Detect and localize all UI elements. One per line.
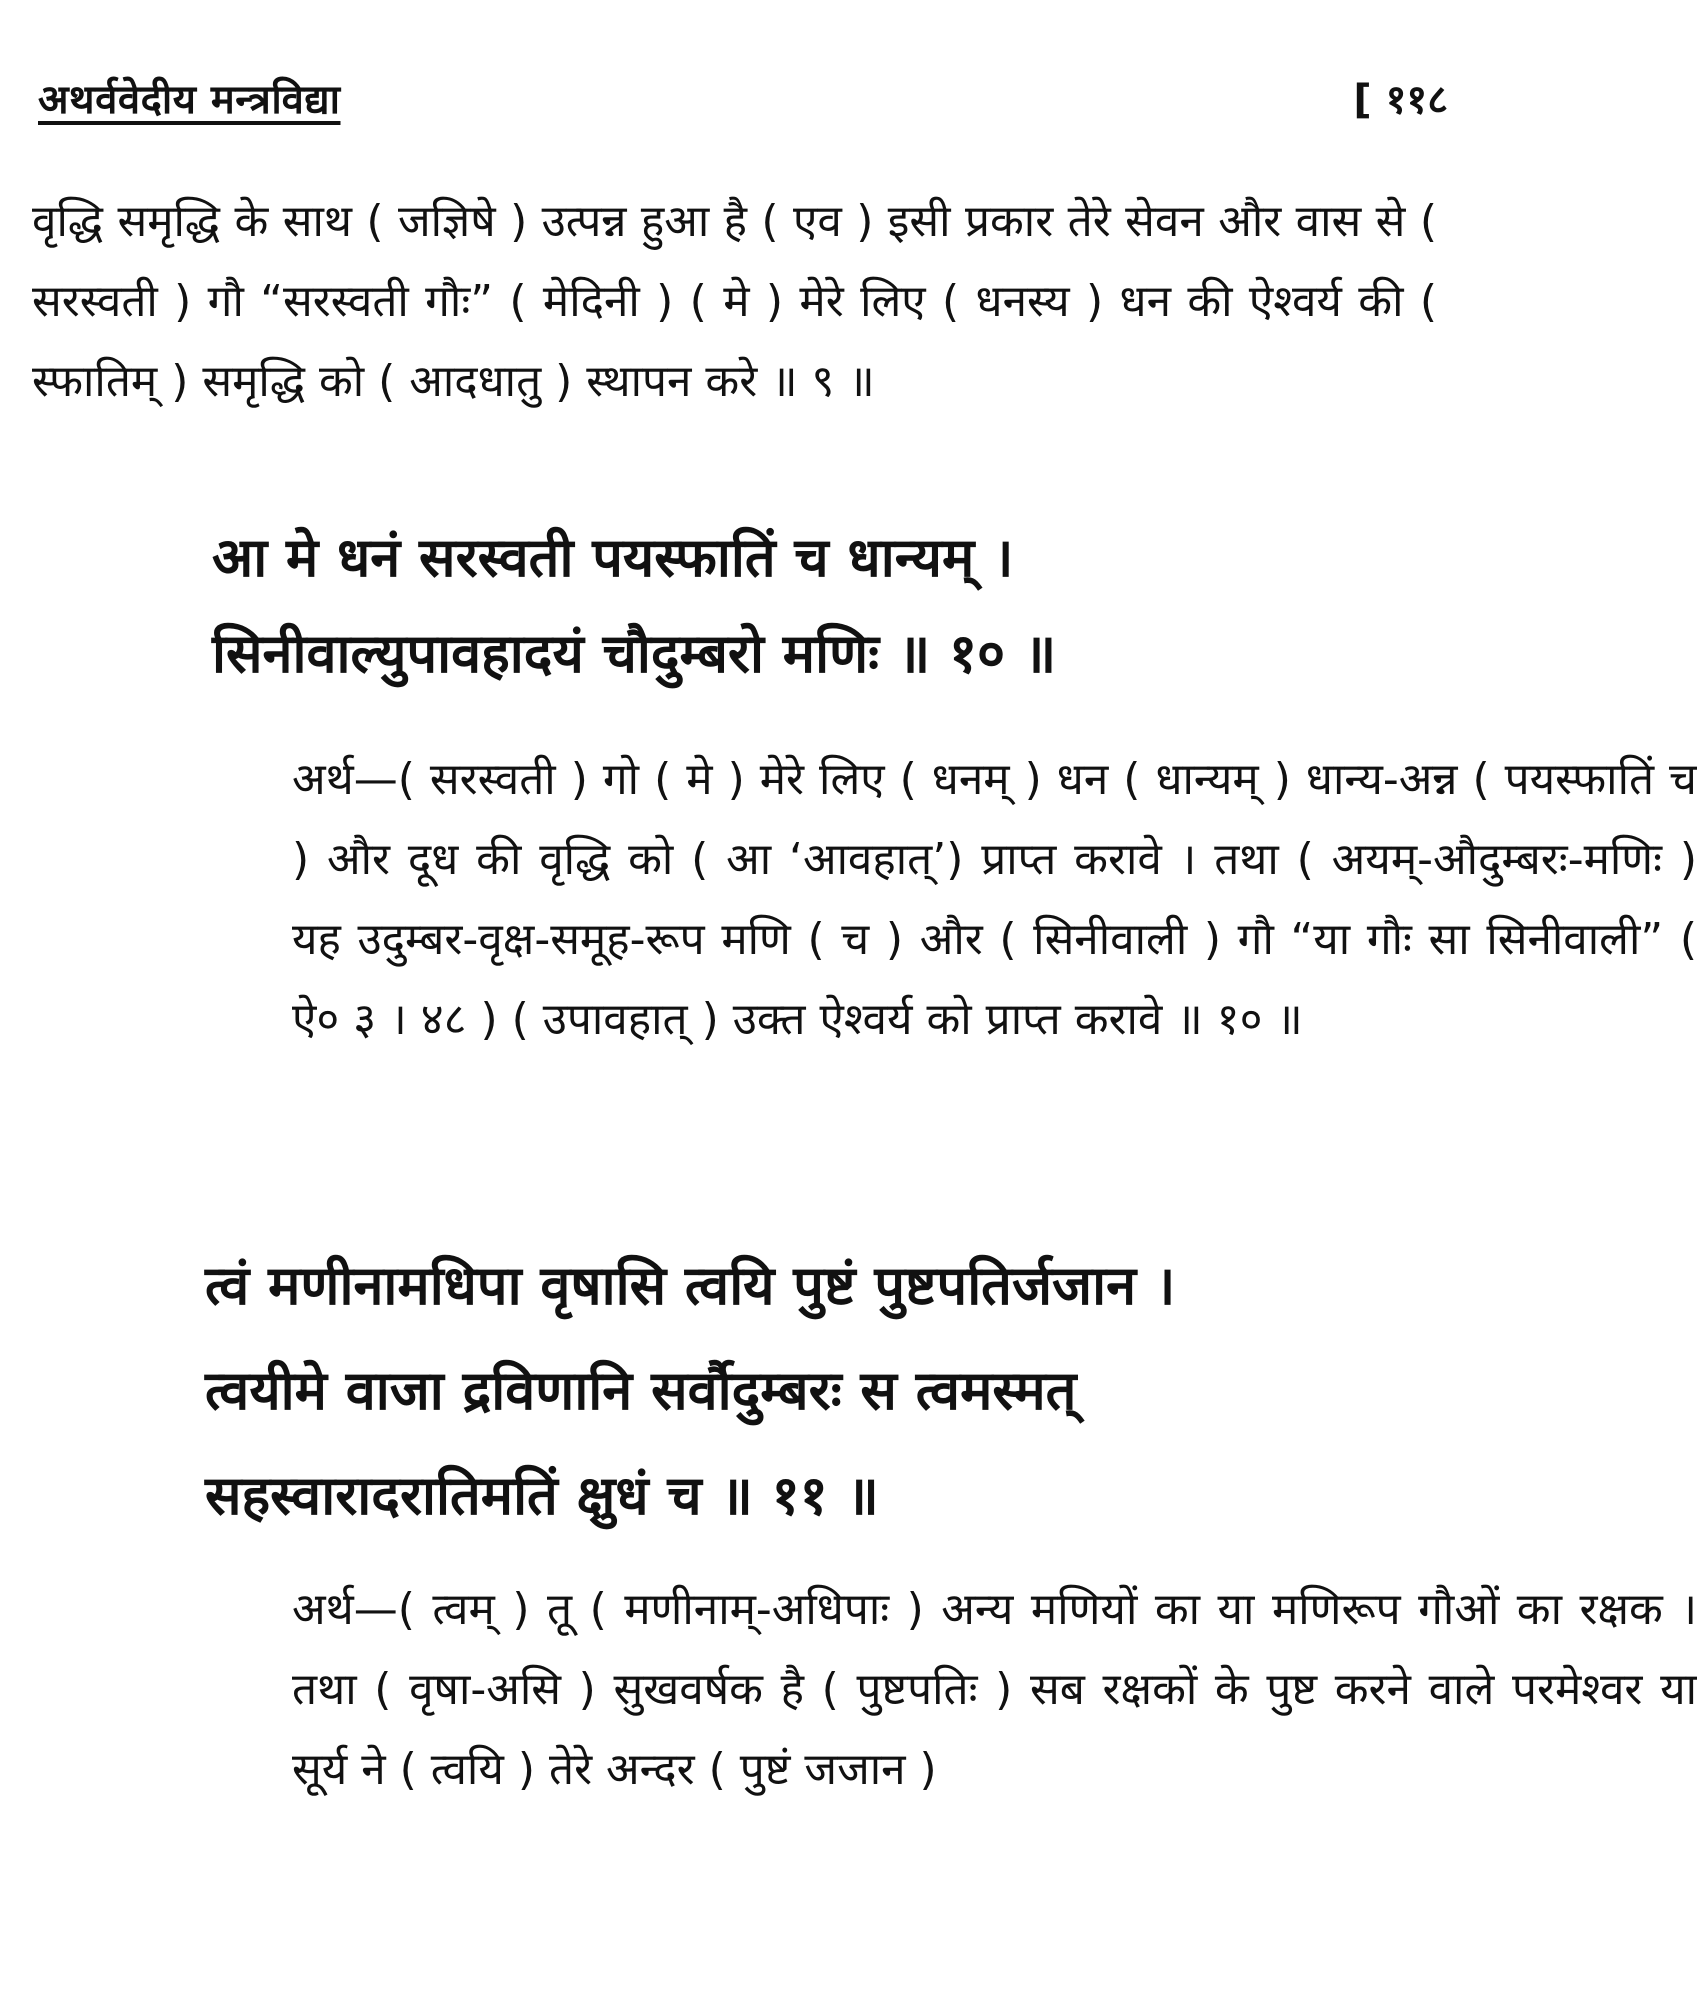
verse-line: त्वं मणीनामधिपा वृषासि त्वयि पुष्टं पुष्टपतिर्जजान । bbox=[205, 1254, 1176, 1317]
page-header bbox=[38, 70, 1448, 130]
paragraph-meaning-11: अर्थ—( त्वम् ) तू ( मणीनाम्-अधिपाः ) अन्य मणियों का या मणिरूप गौओं का रक्षक । तथा ( वृषा-असि ) सुखवर्षक है ( पुष्टपतिः ) सब रक्षकों के पुष्ट करने वाले परमेश्वर या सूर्य ने ( त्वयि ) तेरे अन्दर ( पुष्टं जजान ) bbox=[292, 1584, 1697, 1795]
paragraph-commentary-9: वृद्धि समृद्धि के साथ ( जज्ञिषे ) उत्पन्न हुआ है ( एव ) इसी प्रकार तेरे सेवन और वास से ( सरस्वती ) गौ “सरस्वती गौः” ( मेदिनी ) ( मे ) मेरे लिए ( धनस्य ) धन की ऐश्वर्य की ( स्फातिम् ) समृद्धि को ( आदधातु ) स्थापन करे ॥ ९ ॥ bbox=[32, 196, 1437, 407]
page-number: [ ११८ bbox=[1353, 77, 1448, 123]
verse-line: आ मे धनं सरस्वती पयस्फातिं च धान्यम् । bbox=[212, 526, 1014, 589]
verse-line: सहस्वारादरातिमतिं क्षुधं च ॥ ११ ॥ bbox=[205, 1464, 879, 1527]
running-title: अथर्ववेदीय मन्त्रविद्या bbox=[38, 77, 341, 123]
paragraph-meaning-10: अर्थ—( सरस्वती ) गो ( मे ) मेरे लिए ( धनम् ) धन ( धान्यम् ) धान्य-अन्न ( पयस्फातिं च ) और दूध की वृद्धि को ( आ ‘आवहात्’) प्राप्त करावे । तथा ( अयम्-औदुम्बरः-मणिः ) यह उदुम्बर-वृक्ष-समूह-रूप मणि ( च ) और ( सिनीवाली ) गौ “या गौः सा सिनीवाली” ( ऐ० ३ । ४८ ) ( उपावहात् ) उक्त ऐश्वर्य को प्राप्त करावे ॥ १० ॥ bbox=[292, 754, 1697, 1045]
verse-line: सिनीवाल्युपावहादयं चौदुम्बरो मणिः ॥ १० ॥ bbox=[212, 622, 1057, 685]
verse-line: त्वयीमे वाजा द्रविणानि सर्वौदुम्बरः स त्वमस्मत् bbox=[205, 1359, 1077, 1422]
